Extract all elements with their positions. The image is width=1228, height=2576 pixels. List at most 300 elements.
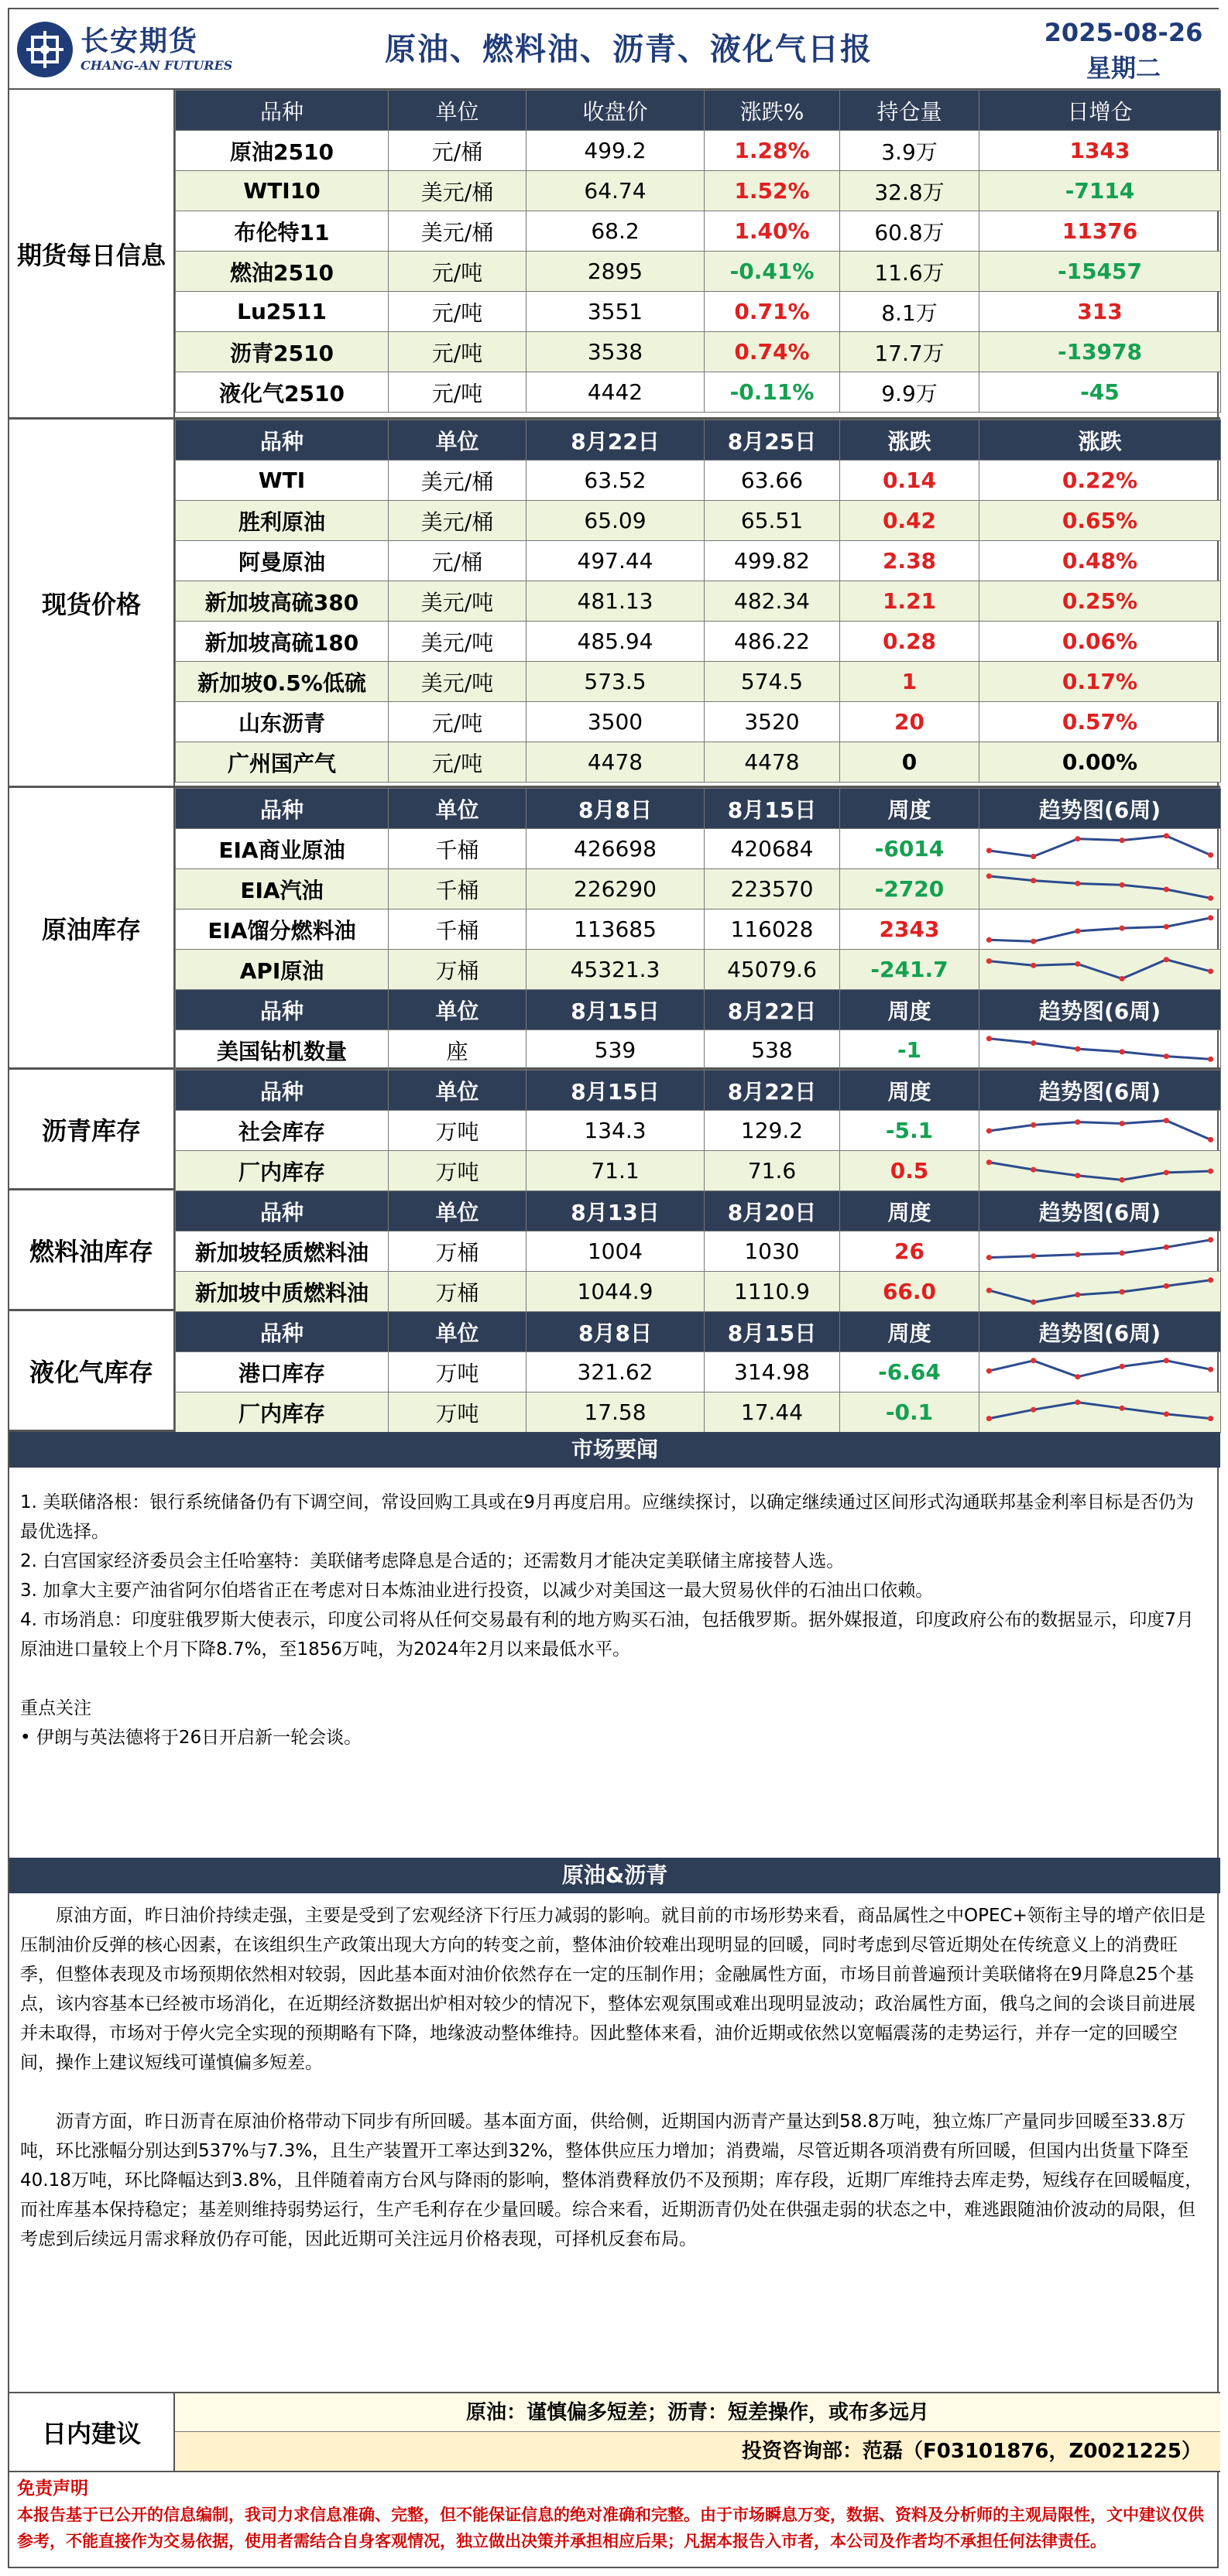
table-cell: 63.66 (705, 461, 840, 501)
table-cell: 0.17% (979, 662, 1221, 702)
trend-point (1208, 1366, 1213, 1372)
table-cell: 3551 (527, 292, 705, 332)
table-header-row (176, 1191, 1221, 1231)
table-cell: 液化气2510 (176, 372, 389, 413)
trend-point (1075, 1046, 1080, 1051)
table-cell: Lu2511 (176, 292, 389, 332)
table-cell: 阿曼原油 (176, 541, 389, 581)
futures-table (175, 90, 1221, 413)
table-cell: 45321.3 (527, 950, 705, 990)
table-cell: 布伦特11 (176, 211, 389, 252)
crude-inventory-label: 原油库存 (9, 788, 175, 1067)
table-row (176, 622, 1221, 662)
trend-point (1075, 961, 1080, 966)
table-cell: WTI (176, 461, 389, 501)
column-header: 8月15日 (527, 1070, 705, 1111)
table-cell: 千桶 (389, 869, 527, 909)
column-header: 涨跌 (840, 420, 979, 461)
table-cell: 社会库存 (176, 1111, 389, 1151)
table-cell: API原油 (176, 950, 389, 990)
table-row (176, 1111, 1221, 1151)
table-cell: 0.71% (705, 292, 840, 332)
column-header: 持仓量 (840, 91, 979, 131)
trend-cell (979, 1392, 1221, 1433)
table-cell: 113685 (527, 909, 705, 950)
trend-point (1164, 1170, 1169, 1175)
news-block (9, 1488, 1220, 1752)
table-cell: 元/吨 (389, 252, 527, 292)
table-cell: 新加坡轻质燃料油 (176, 1231, 389, 1272)
asphalt-inventory-table (175, 1070, 1221, 1191)
table-cell: -45 (979, 372, 1221, 413)
table-cell: 元/吨 (389, 372, 527, 413)
table-cell: 1110.9 (705, 1272, 840, 1312)
table-cell: 美元/吨 (389, 581, 527, 622)
disclaimer (9, 2472, 1220, 2557)
table-cell: 0.5 (840, 1151, 979, 1191)
trend-line (989, 917, 1210, 940)
table-cell: 3538 (527, 332, 705, 372)
table-cell: 64.74 (527, 171, 705, 211)
table-row (176, 211, 1221, 252)
table-cell: 千桶 (389, 909, 527, 950)
table-row (176, 742, 1221, 783)
table-row (176, 869, 1221, 909)
table-cell: 226290 (527, 869, 705, 909)
table-cell: 1.52% (705, 171, 840, 211)
crude-inventory-section (9, 788, 1220, 1070)
table-cell: 45079.6 (705, 950, 840, 990)
table-header-row (176, 1312, 1221, 1352)
trend-sparkline (979, 1112, 1220, 1150)
trend-point (1208, 1168, 1213, 1173)
trend-line (989, 1279, 1210, 1302)
trend-point (1075, 1119, 1080, 1125)
table-cell: 0.28 (840, 622, 979, 662)
column-header: 涨跌% (705, 91, 840, 131)
table-cell: 9.9万 (840, 372, 979, 413)
table-cell: 481.13 (527, 581, 705, 622)
trend-point (1119, 1177, 1124, 1182)
trend-cell (979, 829, 1221, 869)
trend-point (1164, 886, 1169, 892)
column-header: 单位 (389, 990, 527, 1030)
table-cell: 11376 (979, 211, 1221, 252)
table-cell: 0.48% (979, 541, 1221, 581)
trend-point (1075, 880, 1080, 886)
logo-cn-text: 长安期货 (81, 26, 199, 57)
table-cell: 20 (840, 702, 979, 742)
trend-point (986, 1368, 992, 1373)
logo-mark-icon (17, 22, 73, 77)
table-cell: 4478 (527, 742, 705, 783)
table-cell: 美元/桶 (389, 501, 527, 541)
trend-point (986, 873, 992, 879)
table-cell: 美元/吨 (389, 662, 527, 702)
futures-section-label: 期货每日信息 (9, 90, 175, 417)
trend-point (1031, 878, 1036, 883)
trend-point (1031, 854, 1036, 859)
table-cell: 0.74% (705, 332, 840, 372)
trend-sparkline (979, 1393, 1220, 1432)
crude-inventory-table (175, 788, 1221, 1070)
fuel-inventory-label: 燃料油库存 (9, 1190, 175, 1309)
trend-point (1164, 923, 1169, 929)
table-cell: -15457 (979, 252, 1221, 292)
trend-cell (979, 869, 1221, 909)
table-row (176, 461, 1221, 501)
report-weekday: 星期二 (1086, 53, 1161, 83)
trend-point (986, 937, 992, 942)
table-row (176, 292, 1221, 332)
analysis-header: 原油&沥青 (9, 1858, 1220, 1893)
trend-line (989, 959, 1210, 978)
trend-line (989, 835, 1210, 856)
trend-point (1075, 928, 1080, 933)
table-row (176, 252, 1221, 292)
spot-table (175, 420, 1221, 783)
table-cell: 元/吨 (389, 292, 527, 332)
column-header: 品种 (176, 420, 389, 461)
trend-sparkline (979, 1152, 1220, 1190)
trend-point (1164, 1053, 1169, 1059)
table-cell: 美元/桶 (389, 211, 527, 252)
trend-point (1075, 1173, 1080, 1178)
column-header: 8月13日 (527, 1191, 705, 1231)
table-cell: 1030 (705, 1231, 840, 1272)
lpg-inventory-table (175, 1311, 1221, 1433)
table-row (176, 581, 1221, 622)
trend-point (1031, 938, 1036, 944)
table-cell: 223570 (705, 869, 840, 909)
trend-sparkline (979, 1353, 1220, 1392)
trend-point (1119, 1121, 1124, 1126)
column-header: 单位 (389, 789, 527, 829)
table-cell: 1004 (527, 1231, 705, 1272)
trend-point (1208, 1056, 1213, 1061)
table-cell: 485.94 (527, 622, 705, 662)
table-cell: 65.09 (527, 501, 705, 541)
column-header: 8月8日 (527, 789, 705, 829)
trend-point (1031, 1122, 1036, 1127)
table-cell: 17.44 (705, 1392, 840, 1433)
report-sheet (8, 8, 1219, 2568)
trend-point (1164, 1283, 1169, 1288)
table-cell: -13978 (979, 332, 1221, 372)
column-header: 周度 (840, 789, 979, 829)
table-cell: -1 (840, 1030, 979, 1070)
trend-point (1164, 1244, 1169, 1249)
table-cell: 3520 (705, 702, 840, 742)
table-cell: 71.1 (527, 1151, 705, 1191)
trend-point (1208, 1277, 1213, 1283)
trend-point (1031, 1253, 1036, 1259)
report-title: 原油、燃料油、沥青、液化气日报 (385, 32, 873, 67)
table-cell: 3500 (527, 702, 705, 742)
fuel-inventory-table (175, 1190, 1221, 1312)
trend-point (1164, 957, 1169, 962)
table-cell: 0.25% (979, 581, 1221, 622)
table-cell: 新加坡高硫180 (176, 622, 389, 662)
table-row (176, 131, 1221, 171)
trend-point (1208, 852, 1213, 858)
analysis-block (9, 1901, 1220, 2254)
table-cell: EIA汽油 (176, 869, 389, 909)
trend-line (989, 1360, 1210, 1376)
trend-point (1075, 1399, 1080, 1405)
table-cell: 68.2 (527, 211, 705, 252)
trend-line (989, 875, 1210, 898)
table-row (176, 332, 1221, 372)
trend-point (1075, 1374, 1080, 1379)
table-cell: 0.65% (979, 501, 1221, 541)
table-cell: 497.44 (527, 541, 705, 581)
trend-cell (979, 1151, 1221, 1191)
table-cell: 32.8万 (840, 171, 979, 211)
trend-point (1119, 1363, 1124, 1368)
trend-cell (979, 1111, 1221, 1151)
column-header: 品种 (176, 1070, 389, 1111)
table-cell: 8.1万 (840, 292, 979, 332)
column-header: 8月25日 (705, 420, 840, 461)
table-row (176, 171, 1221, 211)
trend-point (1119, 838, 1124, 843)
trend-point (1119, 1049, 1124, 1054)
table-cell: 486.22 (705, 622, 840, 662)
column-header: 周度 (840, 1191, 979, 1231)
intraday-advice (9, 2392, 1220, 2472)
table-cell: 广州国产气 (176, 742, 389, 783)
table-row (176, 501, 1221, 541)
trend-sparkline (979, 870, 1220, 909)
news-item: 1. 美联储洛根：银行系统储备仍有下调空间，常设回购工具或在9月再度启用。应继续探讨，以确定继续通过区间形式沟通联邦基金利率目标是否仍为最优选择。 (20, 1492, 1194, 1542)
table-cell: 2.38 (840, 541, 979, 581)
trend-cell (979, 909, 1221, 950)
table-cell: 539 (527, 1030, 705, 1070)
trend-sparkline (979, 1232, 1220, 1271)
table-cell: 499.2 (527, 131, 705, 171)
table-header-row (176, 1070, 1221, 1111)
spot-section-label: 现货价格 (9, 420, 175, 786)
column-header: 单位 (389, 1070, 527, 1111)
table-cell: 2343 (840, 909, 979, 950)
table-row (176, 1272, 1221, 1312)
table-cell: 0.06% (979, 622, 1221, 662)
trend-point (1031, 1358, 1036, 1363)
table-cell: 0.14 (840, 461, 979, 501)
table-header-row (176, 420, 1221, 461)
table-cell: 116028 (705, 909, 840, 950)
column-header: 周度 (840, 1312, 979, 1352)
table-cell: 71.6 (705, 1151, 840, 1191)
column-header: 单位 (389, 1312, 527, 1352)
table-cell: 0.57% (979, 702, 1221, 742)
table-cell: 美国钻机数量 (176, 1030, 389, 1070)
trend-point (986, 1416, 992, 1421)
table-cell: 港口库存 (176, 1352, 389, 1392)
trend-point (1208, 915, 1213, 920)
trend-point (1208, 1416, 1213, 1421)
news-item: 2. 白宫国家经济委员会主任哈塞特：美联储考虑降息是合适的；还需数月才能决定美联储主席接替人选。 (20, 1551, 845, 1571)
column-header: 单位 (389, 420, 527, 461)
column-header: 单位 (389, 1191, 527, 1231)
column-header: 趋势图(6周) (979, 990, 1221, 1030)
column-header: 品种 (176, 1191, 389, 1231)
table-cell: -6.64 (840, 1352, 979, 1392)
table-cell: 0.22% (979, 461, 1221, 501)
trend-sparkline (979, 951, 1220, 989)
table-cell: 573.5 (527, 662, 705, 702)
table-cell: 426698 (527, 829, 705, 869)
table-cell: 3.9万 (840, 131, 979, 171)
table-cell: 499.82 (705, 541, 840, 581)
focus-item: • 伊朗与英法德将于26日开启新一轮会谈。 (20, 1728, 362, 1748)
column-header: 8月20日 (705, 1191, 840, 1231)
column-header: 单位 (389, 91, 527, 131)
trend-point (1208, 895, 1213, 900)
column-header: 8月8日 (527, 1312, 705, 1352)
trend-line (989, 1162, 1210, 1180)
table-cell: 321.62 (527, 1352, 705, 1392)
table-cell: 山东沥青 (176, 702, 389, 742)
table-cell: 0.42 (840, 501, 979, 541)
table-row (176, 1151, 1221, 1191)
trend-point (1031, 1299, 1036, 1304)
column-header: 8月22日 (705, 990, 840, 1030)
lpg-inventory-label: 液化气库存 (9, 1311, 175, 1430)
table-cell: 1044.9 (527, 1272, 705, 1312)
trend-point (1119, 882, 1124, 887)
table-cell: -0.41% (705, 252, 840, 292)
table-cell: EIA馏分燃料油 (176, 909, 389, 950)
table-cell: 17.7万 (840, 332, 979, 372)
table-cell: 538 (705, 1030, 840, 1070)
table-cell: 新加坡0.5%低硫 (176, 662, 389, 702)
column-header: 8月22日 (527, 420, 705, 461)
trend-point (1119, 1405, 1124, 1410)
trend-point (1119, 925, 1124, 930)
trend-sparkline (979, 1031, 1220, 1070)
asphalt-inventory-label: 沥青库存 (9, 1070, 175, 1188)
table-cell: 万桶 (389, 1231, 527, 1272)
table-cell: 314.98 (705, 1352, 840, 1392)
column-header: 周度 (840, 990, 979, 1030)
table-cell: 美元/桶 (389, 461, 527, 501)
table-cell: 0.00% (979, 742, 1221, 783)
spot-section (9, 420, 1220, 788)
trend-point (1164, 833, 1169, 838)
table-cell: -7114 (979, 171, 1221, 211)
table-cell: 63.52 (527, 461, 705, 501)
column-header: 趋势图(6周) (979, 789, 1221, 829)
table-cell: 129.2 (705, 1111, 840, 1151)
trend-line (989, 1239, 1210, 1257)
table-cell: 厂内库存 (176, 1392, 389, 1433)
trend-cell (979, 950, 1221, 990)
trend-cell (979, 1272, 1221, 1312)
column-header: 品种 (176, 990, 389, 1030)
table-cell: 万吨 (389, 1352, 527, 1392)
trend-sparkline (979, 1273, 1220, 1311)
table-row (176, 1231, 1221, 1272)
trend-point (1164, 1118, 1169, 1123)
column-header: 8月15日 (705, 789, 840, 829)
news-item: 3. 加拿大主要产油省阿尔伯塔省正在考虑对日本炼油业进行投资，以减少对美国这一最大贸易伙伴的石油出口依赖。 (20, 1581, 934, 1601)
table-cell: 美元/桶 (389, 171, 527, 211)
table-cell: WTI10 (176, 171, 389, 211)
trend-point (986, 1128, 992, 1133)
table-cell: 元/桶 (389, 541, 527, 581)
table-cell: 134.3 (527, 1111, 705, 1151)
column-header: 8月15日 (705, 1312, 840, 1352)
trend-point (1164, 1358, 1169, 1363)
crude-analysis: 原油方面，昨日油价持续走强，主要是受到了宏观经济下行压力减弱的影响。就目前的市场形势来看，商品属性之中OPEC+领衔主导的增产依旧是压制油价反弹的核心因素，在该组织生产政策出现大方向的转变之前，整体油价较难出现明显的回暖，同时考虑到尽管近期处在传统意义上的消费旺季，但整体表现及市场预期依然相对较弱，因此基本面对油价依然存在一定的压制作用；金融属性方面，市场目前普遍预计美联储将在9月降息25个基点，该内容基本已经被市场消化，在近期经济数据出炉相对较少的情况下，整体宏观氛围或难出现明显波动；政治属性方面，俄乌之间的会谈目前进展并未取得，市场对于停火完全实现的预期略有下降，地缘波动整体维持。因此整体来看，油价近期或依然以宽幅震荡的走势运行，并存一定的回暖空间，操作上建议短线可谨慎偏多短差。 (20, 1906, 1206, 2073)
table-cell: 元/吨 (389, 702, 527, 742)
table-cell: 元/吨 (389, 742, 527, 783)
advice-text: 原油：谨慎偏多短差；沥青：短差操作，或布多远月 (175, 2393, 1220, 2432)
table-cell: 420684 (705, 829, 840, 869)
trend-sparkline (979, 910, 1220, 949)
column-header: 8月15日 (527, 990, 705, 1030)
table-cell: 原油2510 (176, 131, 389, 171)
table-row (176, 541, 1221, 581)
table-cell: 17.58 (527, 1392, 705, 1433)
trend-point (1031, 962, 1036, 968)
fuel-inventory-section (9, 1190, 1220, 1311)
trend-point (986, 958, 992, 964)
table-cell: 1343 (979, 131, 1221, 171)
table-row (176, 1030, 1221, 1070)
table-cell: EIA商业原油 (176, 829, 389, 869)
table-cell: 2895 (527, 252, 705, 292)
table-cell: -5.1 (840, 1111, 979, 1151)
table-cell: 66.0 (840, 1272, 979, 1312)
trend-line (989, 1402, 1210, 1418)
table-cell: 万吨 (389, 1392, 527, 1433)
futures-section (9, 90, 1220, 420)
table-cell: 1.40% (705, 211, 840, 252)
disclaimer-body: 本报告基于已公开的信息编制，我司力求信息准确、完整，但不能保证信息的绝对准确和完整。由于市场瞬息万变，数据、资料及分析师的主观局限性，文中建议仅供参考，不能直接作为交易依据，使用者需结合自身客观情况，独立做出决策并承担相应后果；凡据本报告入市者，本公司及作者均不承担任何法律责任。 (17, 2506, 1204, 2550)
lpg-inventory-section (9, 1311, 1220, 1432)
table-row (176, 1352, 1221, 1392)
table-row (176, 372, 1221, 413)
table-cell: -6014 (840, 829, 979, 869)
focus-title: 重点关注 (20, 1698, 91, 1718)
trend-point (1119, 1289, 1124, 1294)
column-header: 趋势图(6周) (979, 1070, 1221, 1111)
table-row (176, 909, 1221, 950)
trend-point (1208, 968, 1213, 974)
table-cell: 元/桶 (389, 131, 527, 171)
column-header: 品种 (176, 1312, 389, 1352)
report-header (9, 9, 1220, 90)
table-cell: 313 (979, 292, 1221, 332)
trend-point (1031, 1406, 1036, 1412)
table-cell: 65.51 (705, 501, 840, 541)
table-cell: -0.11% (705, 372, 840, 413)
column-header: 8月22日 (705, 1070, 840, 1111)
column-header: 趋势图(6周) (979, 1312, 1221, 1352)
trend-cell (979, 1030, 1221, 1070)
table-cell: -2720 (840, 869, 979, 909)
trend-point (986, 1255, 992, 1260)
table-cell: 4478 (705, 742, 840, 783)
disclaimer-title: 免责声明 (17, 2478, 88, 2499)
table-header-row (176, 789, 1221, 829)
trend-point (986, 848, 992, 853)
trend-point (1119, 975, 1124, 981)
column-header: 品种 (176, 91, 389, 131)
